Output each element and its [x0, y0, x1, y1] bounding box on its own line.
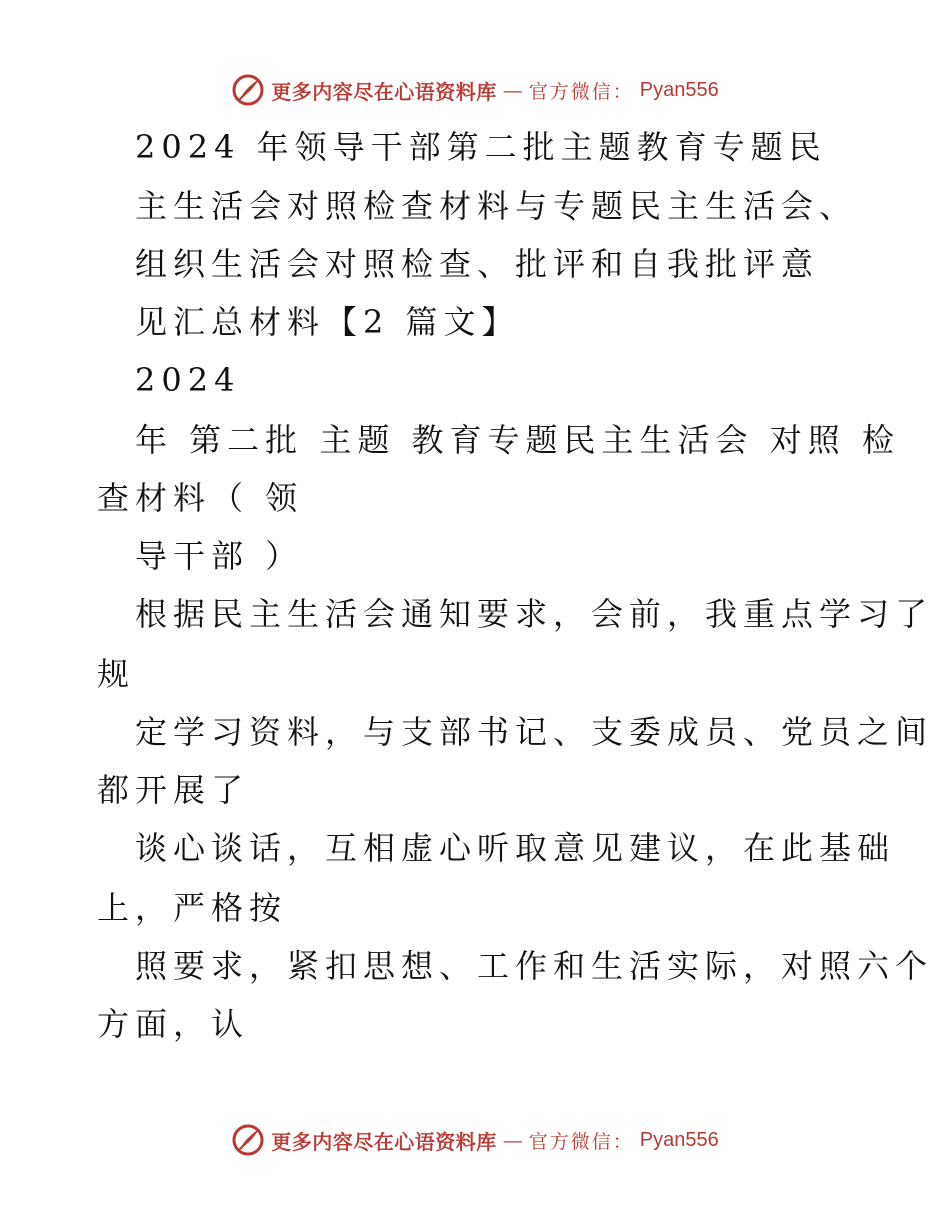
- title-line: 主生活会对照检查材料与专题民主生活会、: [135, 187, 858, 225]
- body-line: 导干部 ）: [135, 537, 304, 575]
- footer-banner: [0, 1120, 950, 1160]
- header-banner: [0, 70, 950, 110]
- separator-dash: —: [502, 1128, 523, 1152]
- body-line: 2024: [135, 361, 241, 399]
- quill-circle-logo-icon: [231, 1123, 265, 1157]
- site-name: 更多内容尽在心语资料库: [271, 1129, 497, 1154]
- quill-circle-logo-icon: [231, 73, 265, 107]
- body-line: 方面，认: [97, 1005, 250, 1043]
- wechat-label: 官方微信：: [528, 1130, 634, 1153]
- separator-dash: —: [502, 78, 523, 102]
- title-line: 组织生活会对照检查、批评和自我批评意: [135, 245, 820, 283]
- body-line: 查材料（ 领: [97, 479, 304, 517]
- body-line: 谈心谈话，互相虚心听取意见建议，在此基础: [135, 829, 896, 867]
- wechat-label: 官方微信：: [528, 80, 634, 103]
- body-line: 都开展了: [97, 771, 250, 809]
- wechat-id: Pyan556: [639, 78, 719, 101]
- site-name: 更多内容尽在心语资料库: [271, 79, 497, 104]
- wechat-id: Pyan556: [639, 1128, 719, 1151]
- body-line: 根据民主生活会通知要求，会前，我重点学习了: [135, 595, 934, 633]
- body-line: 年 第二批 主题 教育专题民主生活会 对照 检: [135, 421, 900, 459]
- title-line: 2024 年领导干部第二批主题教育专题民: [135, 128, 827, 166]
- body-line: 定学习资料，与支部书记、支委成员、党员之间: [135, 713, 934, 751]
- body-line: 照要求，紧扣思想、工作和生活实际，对照六个: [135, 947, 934, 985]
- body-line: 规: [97, 655, 136, 693]
- title-line: 见汇总材料【2 篇文】: [135, 303, 520, 341]
- body-line: 上，严格按: [97, 889, 288, 927]
